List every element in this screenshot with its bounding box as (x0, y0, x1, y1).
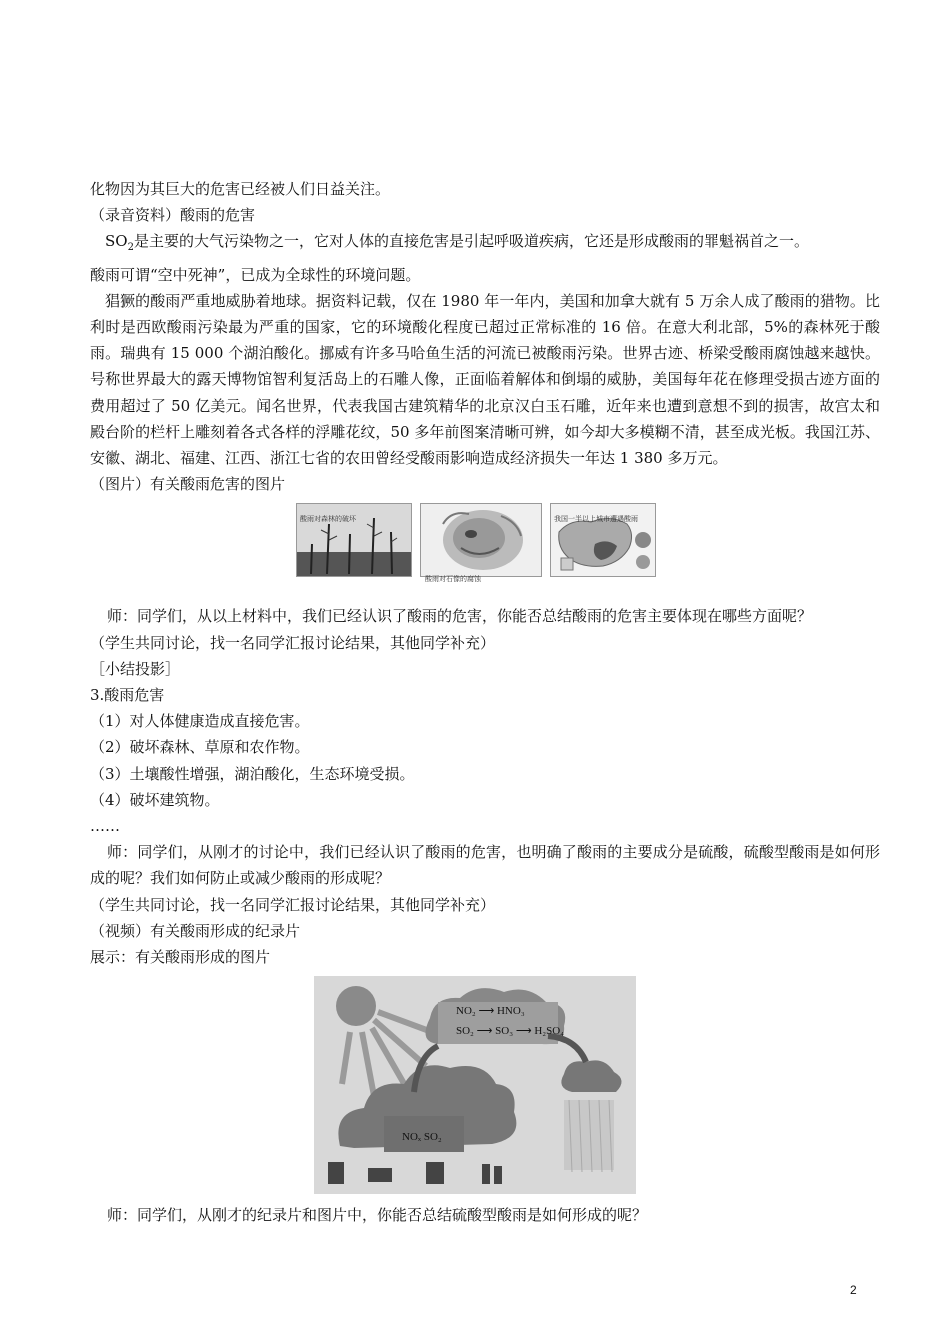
section-heading: 3.酸雨危害 (90, 686, 165, 705)
paragraph: 酸雨可谓“空中死神”，已成为全球性的环境问题。 (90, 265, 421, 284)
list-item: （1）对人体健康造成直接危害。 (90, 712, 310, 731)
so2-equation: SO₂ ⟶ SO₃ ⟶ H₂SO₄ (456, 1025, 565, 1038)
paragraph: 化物因为其巨大的危害已经被人们日益关注。 (90, 180, 391, 198)
paragraph-acid-rain-facts: 猖獗的酸雨严重地威胁着地球。据资料记载，仅在 1980 年一年内，美国和加拿大就有 5 万余人成了酸雨的猎物。比利时是西欧酸雨污染最为严重的国家，它的环境酸化程度已超过正常标准的 16 倍。在意大利北部，5%的森林死于酸雨。瑞典有 15 000 个湖泊酸化。挪威有许多马哈鱼生活的河流已被酸雨污染。世界古迹、桥梁受酸雨腐蚀越来越快。号称世界最大的露天博物馆智利复活岛上的石雕人像，正面临着解体和倒塌的威胁，美国每年花在修理受损古迹方面的费用超过了 50 亿美元。闻名世界，代表我国古建筑精华的北京汉白玉石雕，近年来也遭到意想不到的损害，故宫太和殿台阶的栏杆上雕刻着各式各样的浮雕花纹，50 多年前图案清晰可辨，如今却大多模糊不清，甚至成光板。我国江苏、安徽、湖北、福建、江西、浙江七省的农田曾经受酸雨影响造成经济损失一年达 1 380 多万元。 (90, 291, 880, 468)
paragraph-so2 (90, 228, 880, 261)
statue-damage-image (420, 503, 542, 584)
so2-text: 是主要的大气污染物之一，它对人体的直接危害是引起呼吸道疾病，它还是形成酸雨的罪魁祸首之一。 (133, 232, 809, 251)
list-item: （4）破坏建筑物。 (90, 790, 220, 809)
paragraph-teacher-question: 师：同学们，从刚才的纪录片和图片中，你能否总结硫酸型酸雨是如何形成的呢？ (107, 1206, 648, 1225)
paragraph: （学生共同讨论，找一名同学汇报讨论结果，其他同学补充） (90, 895, 496, 914)
no2-equation: NO₂ ⟶ HNO₃ (456, 1005, 525, 1018)
paragraph-show-title: 展示：有关酸雨形成的图片 (90, 948, 271, 967)
ellipsis: …… (90, 817, 120, 836)
list-item: （3）土壤酸性增强，湖泊酸化，生态环境受损。 (90, 764, 415, 783)
paragraph-teacher-question: 师：同学们，从以上材料中，我们已经认识了酸雨的危害，你能否总结酸雨的危害主要体现在哪些方面呢？ (107, 607, 813, 626)
forest-damage-image (296, 503, 412, 577)
acid-rain-damage-figure (296, 503, 880, 589)
paragraph-summary-label: ［小结投影］ (90, 659, 181, 678)
map-caption: 我国一半以上城市遭遇酸雨 (554, 515, 638, 524)
acid-rain-formation-diagram (314, 976, 636, 1194)
paragraph-video-title: （视频）有关酸雨形成的纪录片 (90, 921, 301, 940)
so2-formula: SO (105, 232, 128, 251)
paragraph: （学生共同讨论，找一名同学汇报讨论结果，其他同学补充） (90, 633, 496, 652)
list-item: （2）破坏森林、草原和农作物。 (90, 738, 310, 757)
pollutants-label: NOₓ SO₂ (402, 1131, 442, 1144)
paragraph-image-title: （图片）有关酸雨危害的图片 (90, 475, 286, 494)
statue-caption: 酸雨对石像的腐蚀 (425, 575, 481, 584)
forest-caption: 酸雨对森林的破坏 (300, 515, 356, 524)
document-body (90, 176, 880, 1228)
paragraph-recording-title: （录音资料）酸雨的危害 (90, 206, 256, 225)
page-number: 2 (850, 1283, 857, 1297)
china-acid-rain-map-image (550, 503, 656, 577)
paragraph-teacher-question: 师：同学们，从刚才的讨论中，我们已经认识了酸雨的危害，也明确了酸雨的主要成分是硫酸，硫酸型酸雨是如何形成的呢？我们如何防止或减少酸雨的形成呢？ (90, 843, 880, 888)
so2-subscript: 2 (127, 242, 134, 254)
